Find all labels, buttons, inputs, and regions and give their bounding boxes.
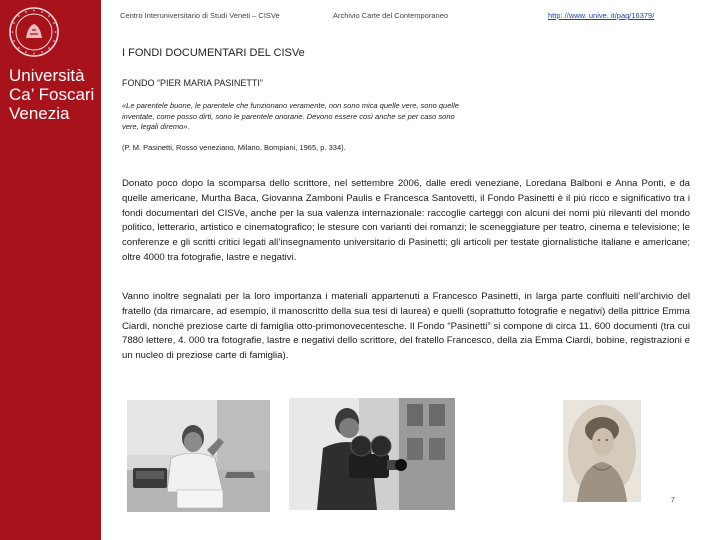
section-title: I FONDI DOCUMENTARI DEL CISVe bbox=[122, 47, 305, 59]
university-name-line: Ca’ Foscari bbox=[9, 85, 95, 104]
fondo-title: FONDO “PIER MARIA PASINETTI” bbox=[122, 78, 263, 88]
university-seal-icon bbox=[8, 6, 60, 58]
page-number: 7 bbox=[671, 497, 675, 504]
epigraph-source: (P. M. Pasinetti, Rosso veneziano, Milano, Bompiani, 1965, p. 334). bbox=[122, 143, 346, 152]
university-name-line: Venezia bbox=[9, 104, 70, 123]
photo-man-with-film-camera-icon bbox=[289, 398, 455, 510]
body-paragraph: Vanno inoltre segnalati per la loro importanza i materiali appartenuti a Francesco Pasinetti, in larga parte confluiti nell’archivio del fratello (da rimarcare, ad esempio, il manoscritto della sua tesi di laurea) e quelli (soprattutto fotografie e negativi) della pittrice Emma Ciardi, nonché preziose carte di famiglia otto-primonovecentesche. Il Fondo “Pasinetti” si compone di circa 11. 600 documenti (tra cui 7880 lettere, 4. 000 tra fotografie, lastre e negativi dello scrittore, del fratello Francesco, della zia Emma Ciardi, bobine, registrazioni e un nucleo di preziose carte di famiglia). bbox=[122, 291, 690, 362]
header-archive-name: Archivio Carte del Contemporaneo bbox=[333, 11, 449, 20]
university-name bbox=[9, 66, 94, 123]
photo-writer-at-typewriter-icon bbox=[127, 400, 270, 512]
photo-woman-portrait-icon bbox=[563, 400, 641, 502]
university-name-line: Università bbox=[9, 66, 85, 85]
sidebar bbox=[0, 0, 101, 540]
epigraph-quote: «Le parentele buone, le parentele che funzionano veramente, non sono mica quelle vere, sono quelle inventate, come posso dirti, sono le parentele onorarie. Devono essere così anche se per caso sono vere, legali diremo». bbox=[122, 101, 459, 131]
header-url-link[interactable]: http: //www. unive. it/pag/16379/ bbox=[548, 11, 655, 20]
header-centre-name: Centro Interuniversitario di Studi Veneti – CISVe bbox=[120, 11, 280, 20]
body-paragraph: Donato poco dopo la scomparsa dello scrittore, nel settembre 2006, dalle eredi veneziane, Loredana Balboni e Anna Ponti, e da quelle americane, Murtha Baca, Giovanna Zamboni Paulis e Francesca Santovetti, il Fondo Pasinetti è il più ricco e significativo tra i fondi documentari del CISVe, anche per la sua valenza internazionale: raccoglie carteggi con alcuni dei nomi più rilevanti del mondo politico, letterario, artistico e cinematografico; le stesure con varianti dei romanzi; le sceneggiature per teatro, cinema e televisione; le conferenze e gli scritti critici legati all’insegnamento universitario di Pasinetti; gli articoli per testate giornalistiche italiane e americane; oltre 4000 tra fotografie, lastre e negativi. bbox=[122, 178, 690, 263]
